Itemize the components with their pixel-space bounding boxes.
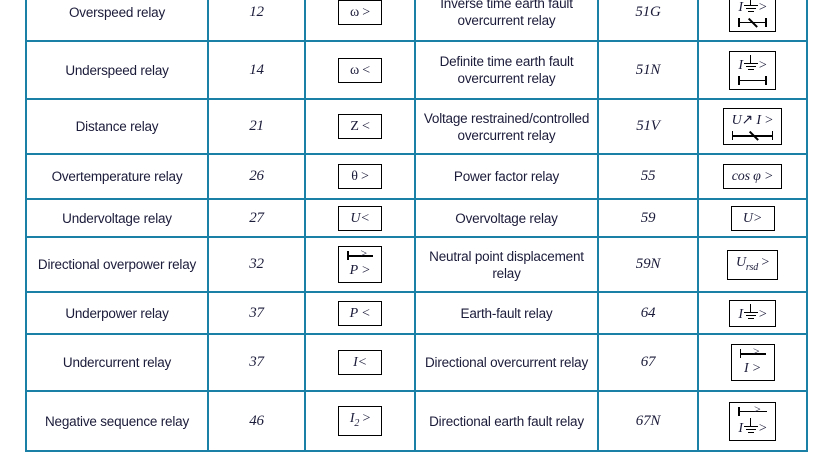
relay-name: Underpower relay [26, 292, 208, 334]
symbol-cell [305, 41, 415, 99]
symbol-text: > [359, 411, 371, 426]
relay-name: Overtemperature relay [26, 154, 208, 199]
ansi-code: 67N [598, 391, 698, 451]
relay-table [25, 0, 808, 452]
ansi-code: 55 [598, 154, 698, 199]
relay-name: Distance relay [26, 99, 208, 154]
ground-icon [743, 418, 759, 435]
relay-symbol [729, 51, 775, 90]
relay-symbol [723, 164, 782, 189]
symbol-main-line [740, 360, 766, 377]
symbol-cell [698, 199, 807, 237]
relay-symbol [338, 301, 382, 326]
relay-symbol [338, 58, 382, 83]
threshold-bar-icon [738, 18, 766, 27]
table-row [26, 237, 807, 292]
symbol-text: U [735, 254, 746, 270]
relay-name: Directional earth fault relay [415, 391, 598, 451]
symbol-main-line [347, 4, 373, 21]
symbol-main-line [736, 254, 769, 276]
symbol-text: I< [353, 355, 367, 370]
symbol-main-line [347, 354, 373, 371]
symbol-cell [698, 334, 807, 391]
ansi-code: 59 [598, 199, 698, 237]
relay-symbol [338, 206, 382, 231]
symbol-text: ω > [349, 4, 370, 20]
relay-symbol [729, 0, 775, 32]
ground-icon [743, 0, 759, 14]
relay-symbol [338, 0, 382, 25]
symbol-text: > [758, 254, 770, 270]
relay-name: Undervoltage relay [26, 199, 208, 237]
relay-symbol [338, 350, 382, 375]
symbol-text: I [738, 306, 743, 322]
table-row [26, 334, 807, 391]
threshold-bar-icon [738, 76, 766, 85]
relay-name: Earth-fault relay [415, 292, 598, 334]
symbol-main-line [347, 118, 373, 135]
symbol-text: I > [743, 361, 761, 376]
ansi-code: 12 [208, 0, 305, 41]
symbol-text: U< [350, 210, 370, 226]
symbol-main-line [738, 0, 766, 16]
relay-name: Definite time earth fault overcurrent relay [415, 41, 598, 99]
table-row [26, 391, 807, 451]
symbol-text: P < [349, 305, 371, 321]
symbol-cell [305, 391, 415, 451]
ansi-code: 51G [598, 0, 698, 41]
ansi-code: 37 [208, 334, 305, 391]
relay-symbol [729, 300, 775, 327]
symbol-main-line [347, 262, 373, 279]
symbol-cell [698, 391, 807, 451]
relay-symbol [338, 164, 382, 189]
ansi-code: 27 [208, 199, 305, 237]
relay-name: Overspeed relay [26, 0, 208, 41]
symbol-text: I > [756, 113, 774, 128]
table-row [26, 292, 807, 334]
symbol-cell [305, 154, 415, 199]
direction-arrow-icon: > [738, 407, 766, 416]
symbol-main-line [740, 210, 766, 227]
symbol-text: > [758, 420, 767, 436]
symbol-text: U [731, 113, 742, 128]
direction-arrow-icon: > [740, 349, 766, 358]
relay-symbol [338, 246, 382, 283]
symbol-text: U> [742, 210, 763, 226]
table-row [26, 0, 807, 41]
relay-symbol [731, 344, 775, 381]
ansi-code: 64 [598, 292, 698, 334]
table-row [26, 199, 807, 237]
relay-name: Power factor relay [415, 154, 598, 199]
ansi-code: 51V [598, 99, 698, 154]
symbol-main-line [732, 168, 773, 185]
ansi-code: 46 [208, 391, 305, 451]
symbol-cell [698, 154, 807, 199]
ground-icon [743, 304, 759, 321]
relay-name: Undercurrent relay [26, 334, 208, 391]
ground-icon [743, 55, 759, 72]
symbol-text: ω < [349, 62, 370, 78]
ansi-code: 37 [208, 292, 305, 334]
symbol-text: I [738, 0, 743, 15]
symbol-text: > [758, 0, 767, 15]
symbol-text: θ > [351, 169, 369, 184]
relay-name: Voltage restrained/controlled overcurrent relay [415, 99, 598, 154]
symbol-main-line [347, 410, 373, 432]
relay-name: Negative sequence relay [26, 391, 208, 451]
symbol-cell [698, 41, 807, 99]
ansi-code: 32 [208, 237, 305, 292]
symbol-main-line [347, 168, 373, 185]
threshold-bar-icon [732, 131, 774, 140]
symbol-cell [305, 237, 415, 292]
relay-name: Directional overpower relay [26, 237, 208, 292]
symbol-main-line [347, 210, 373, 227]
symbol-subscript: 2 [354, 418, 360, 429]
symbol-main-line [738, 55, 766, 74]
relay-symbol [727, 250, 778, 280]
symbol-text: I [738, 420, 743, 436]
symbol-main-line [738, 304, 766, 323]
relay-symbol [338, 114, 382, 139]
relay-symbol [731, 206, 775, 231]
table-row [26, 99, 807, 154]
symbol-main-line [347, 62, 373, 79]
table-row [26, 41, 807, 99]
symbol-text: P > [349, 263, 371, 278]
symbol-cell [305, 99, 415, 154]
symbol-main-line [347, 305, 373, 322]
relay-name: Overvoltage relay [415, 199, 598, 237]
symbol-main-line [738, 418, 766, 437]
relay-symbol [723, 108, 783, 145]
ansi-code: 51N [598, 41, 698, 99]
symbol-text: > [758, 57, 767, 73]
relay-name: Directional overcurrent relay [415, 334, 598, 391]
symbol-subscript: rsd [745, 261, 759, 273]
rising-arrow-icon: ↗ [741, 113, 757, 128]
symbol-cell [305, 292, 415, 334]
ansi-code: 59N [598, 237, 698, 292]
ansi-code: 26 [208, 154, 305, 199]
symbol-cell [698, 0, 807, 41]
symbol-cell [305, 0, 415, 41]
relay-name: Neutral point displacement relay [415, 237, 598, 292]
relay-name: Inverse time earth fault overcurrent relay [415, 0, 598, 41]
table-row [26, 154, 807, 199]
symbol-main-line [732, 112, 774, 129]
symbol-cell [305, 334, 415, 391]
symbol-cell [698, 292, 807, 334]
ansi-code: 21 [208, 99, 305, 154]
relay-symbol [338, 406, 382, 436]
symbol-cell [698, 237, 807, 292]
symbol-cell [698, 99, 807, 154]
symbol-text: > [758, 306, 767, 322]
symbol-text: cos φ > [731, 169, 774, 184]
symbol-text: I [349, 411, 355, 426]
ansi-code: 14 [208, 41, 305, 99]
symbol-text: Z < [350, 119, 370, 134]
ansi-code: 67 [598, 334, 698, 391]
symbol-text: I [738, 57, 743, 73]
symbol-cell [305, 199, 415, 237]
relay-name: Underspeed relay [26, 41, 208, 99]
direction-arrow-icon: > [347, 251, 373, 260]
